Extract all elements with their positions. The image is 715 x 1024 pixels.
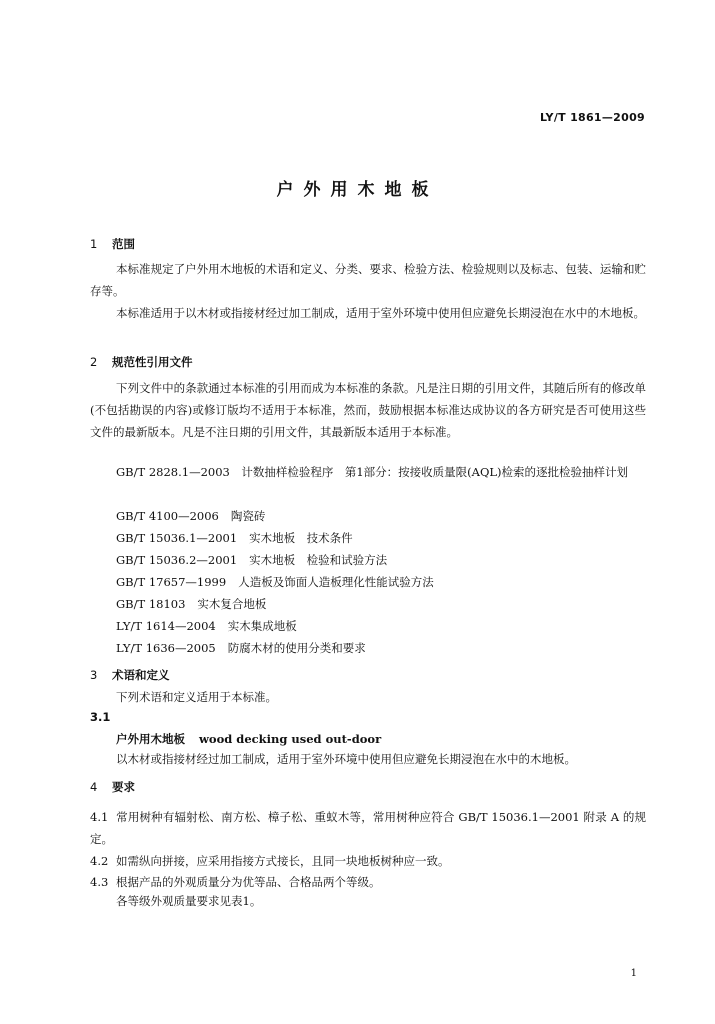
section-3-heading <box>90 667 170 683</box>
reference-code: LY/T 1614—2004 <box>116 619 216 633</box>
section-2-paragraph: 下列文件中的条款通过本标准的引用而成为本标准的条款。凡是注日期的引用文件，其随后所有的修改单(不包括勘误的内容)或修订版均不适用于本标准，然而，鼓励根据本标准达成协议的各方研究是否可使用这些文件的最新版本。凡是不注日期的引用文件，其最新版本适用于本标准。 <box>90 381 646 439</box>
section-1-paragraph-1: 本标准规定了户外用木地板的术语和定义、分类、要求、检验方法、检验规则以及标志、包装、运输和贮存等。 <box>90 262 646 298</box>
requirement-text: 常用树种有辐射松、南方松、樟子松、重蚁木等，常用树种应符合 GB/T 15036.1—2001 附录 A 的规定。 <box>90 810 646 846</box>
section-2-heading <box>90 354 193 370</box>
standard-code: LY/T 1861—2009 <box>539 111 645 124</box>
requirement-number: 4.3 <box>90 875 109 889</box>
section-3-paragraph: 下列术语和定义适用于本标准。 <box>116 690 277 704</box>
reference-item <box>116 640 366 656</box>
reference-name: 陶瓷砖 <box>230 509 266 523</box>
section-3-number: 3 <box>90 668 98 682</box>
term-definition: 以木材或指接材经过加工制成，适用于室外环境中使用但应避免长期浸泡在水中的木地板。 <box>116 752 576 766</box>
reference-name: 人造板及饰面人造板理化性能试验方法 <box>238 575 434 589</box>
section-4-number: 4 <box>90 780 98 794</box>
reference-name: 实木地板 检验和试验方法 <box>249 553 388 567</box>
reference-item <box>116 552 387 568</box>
section-2-number: 2 <box>90 355 98 369</box>
reference-item <box>116 574 434 590</box>
document-title: 户外用木地板 <box>276 180 439 200</box>
section-2-title: 规范性引用文件 <box>112 355 193 369</box>
section-1-title: 范围 <box>112 237 135 251</box>
reference-item <box>116 530 353 546</box>
reference-code: LY/T 1636—2005 <box>116 641 216 655</box>
section-1-number: 1 <box>90 237 98 251</box>
reference-name: 实木集成地板 <box>227 619 297 633</box>
requirement-item <box>90 871 646 893</box>
section-4-title: 要求 <box>112 780 135 794</box>
reference-code: GB/T 15036.1—2001 <box>116 531 238 545</box>
requirement-item <box>90 850 646 872</box>
requirement-note: 各等级外观质量要求见表1。 <box>116 894 262 908</box>
reference-code: GB/T 15036.2—2001 <box>116 553 238 567</box>
section-3-title: 术语和定义 <box>112 668 170 682</box>
reference-name: 实木地板 技术条件 <box>249 531 353 545</box>
reference-code: GB/T 4100—2006 <box>116 509 219 523</box>
reference-item <box>116 508 265 524</box>
section-1-heading <box>90 236 135 252</box>
page-number: 1 <box>630 968 637 979</box>
reference-code: GB/T 18103 <box>116 597 186 611</box>
requirement-number: 4.1 <box>90 810 109 824</box>
requirement-item <box>90 806 646 850</box>
reference-item <box>116 596 266 612</box>
requirement-text: 如需纵向拼接，应采用指接方式接长，且同一块地板树种应一致。 <box>116 854 450 868</box>
term-english: wood decking used out-door <box>199 732 382 746</box>
term-heading <box>116 731 381 747</box>
requirement-text: 根据产品的外观质量分为优等品、合格品两个等级。 <box>116 875 381 889</box>
requirement-number: 4.2 <box>90 854 109 868</box>
reference-name: 实木复合地板 <box>197 597 267 611</box>
section-1-paragraph-2: 本标准适用于以木材或指接材经过加工制成，适用于室外环境中使用但应避免长期浸泡在水中的木地板。 <box>116 306 645 320</box>
term-chinese: 户外用木地板 <box>116 732 185 746</box>
term-number: 3.1 <box>90 710 111 724</box>
reference-code: GB/T 17657—1999 <box>116 575 227 589</box>
section-4-heading <box>90 779 135 795</box>
reference-item <box>116 618 297 634</box>
reference-name: 防腐木材的使用分类和要求 <box>227 641 366 655</box>
reference-item: GB/T 2828.1—2003 计数抽样检验程序 第1部分：按接收质量限(AQL)检索的逐批检验抽样计划 <box>116 465 628 479</box>
